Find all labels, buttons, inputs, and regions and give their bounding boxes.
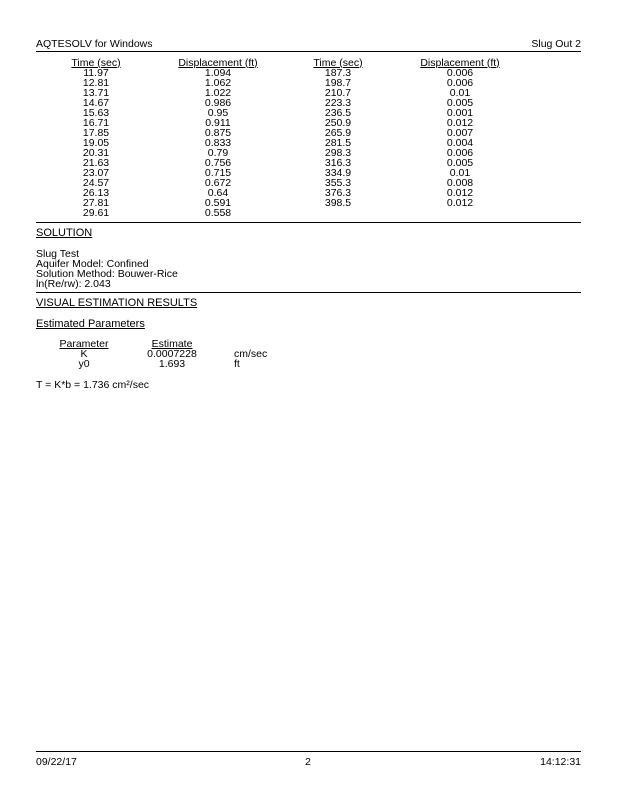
table-cell: 26.13 — [82, 187, 110, 199]
table-cell: 281.5 — [324, 137, 352, 149]
table-row — [36, 208, 524, 218]
column-header: Displacement (ft) — [420, 56, 500, 69]
table-cell: 0.012 — [446, 187, 474, 199]
solution-line: Aquifer Model: Confined — [36, 258, 149, 270]
table-cell: 0.006 — [446, 147, 474, 159]
footer-rule — [36, 751, 581, 752]
solution-details — [36, 249, 178, 289]
solution-line: Solution Method: Bouwer-Rice — [36, 268, 178, 280]
table-cell: 0.008 — [446, 177, 474, 189]
table-cell: 0.875 — [204, 127, 232, 139]
table-cell: 1.094 — [204, 67, 232, 79]
solution-rule — [36, 222, 581, 223]
table-cell: 236.5 — [324, 107, 352, 119]
table-cell: 0.715 — [204, 167, 232, 179]
page-number: 2 — [305, 756, 311, 768]
table-cell: 0.756 — [204, 157, 232, 169]
table-cell: 20.31 — [82, 147, 110, 159]
solution-line: ln(Re/rw): 2.043 — [36, 278, 111, 290]
table-cell: 0.007 — [446, 127, 474, 139]
table-cell: 19.05 — [82, 137, 110, 149]
table-cell: 0.79 — [207, 147, 229, 159]
table-cell: 0.006 — [446, 67, 474, 79]
transmissivity-result: T = K*b = 1.736 cm²/sec — [36, 379, 150, 391]
column-header: Time (sec) — [313, 56, 363, 69]
table-cell: 27.81 — [82, 197, 110, 209]
table-cell: 14.67 — [82, 97, 110, 109]
table-cell: 187.3 — [324, 67, 352, 79]
table-cell: 0.01 — [449, 167, 471, 179]
parameter-column-header: Parameter — [59, 338, 109, 350]
table-cell: 0.64 — [207, 187, 229, 199]
table-cell: 0.006 — [446, 77, 474, 89]
table-cell: 1.062 — [204, 77, 232, 89]
table-cell: 250.9 — [324, 117, 352, 129]
parameter-unit: cm/sec — [234, 348, 268, 360]
table-cell — [280, 208, 396, 218]
table-cell: 0.012 — [446, 197, 474, 209]
table-cell: 13.71 — [82, 87, 110, 99]
table-cell: 223.3 — [324, 97, 352, 109]
table-cell — [396, 208, 524, 218]
app-title: AQTESOLV for Windows — [36, 38, 153, 50]
document-title: Slug Out 2 — [531, 38, 581, 50]
parameter-table — [52, 339, 294, 369]
table-cell: 334.9 — [324, 167, 352, 179]
header-rule — [36, 51, 581, 52]
parameter-estimate: 0.0007228 — [147, 348, 197, 360]
table-cell: 0.01 — [449, 87, 471, 99]
table-cell: 0.911 — [205, 117, 231, 129]
table-cell: 0.005 — [446, 157, 474, 169]
table-cell: 210.7 — [324, 87, 352, 99]
table-cell: 12.81 — [82, 77, 110, 89]
table-cell: 1.022 — [204, 87, 232, 99]
table-cell: 0.012 — [446, 117, 474, 129]
visual-heading: VISUAL ESTIMATION RESULTS — [36, 297, 198, 309]
parameter-unit: ft — [234, 358, 240, 370]
table-cell: 16.71 — [82, 117, 110, 129]
table-cell: 0.001 — [446, 107, 474, 119]
solution-heading: SOLUTION — [36, 227, 93, 239]
footer-time: 14:12:31 — [540, 756, 581, 768]
table-cell: 24.57 — [82, 177, 110, 189]
parameter-row — [52, 359, 294, 369]
data-table — [36, 57, 524, 218]
visual-rule — [36, 292, 581, 293]
table-cell: 398.5 — [324, 197, 352, 209]
table-cell: 0.004 — [446, 137, 474, 149]
table-cell: 0.672 — [204, 177, 232, 189]
parameter-name: y0 — [78, 358, 90, 370]
parameter-name: K — [80, 348, 88, 360]
table-cell: 376.3 — [324, 187, 352, 199]
table-cell: 316.3 — [324, 157, 352, 169]
solution-line: Slug Test — [36, 248, 79, 260]
table-cell: 298.3 — [324, 147, 352, 159]
table-cell: 0.558 — [204, 207, 232, 219]
table-cell: 15.63 — [82, 107, 110, 119]
table-cell: 21.63 — [82, 157, 110, 169]
table-cell: 0.986 — [204, 97, 232, 109]
footer-date: 09/22/17 — [36, 756, 77, 768]
estimate-column-header: Estimate — [151, 338, 193, 350]
table-cell: 0.833 — [204, 137, 232, 149]
table-cell: 198.7 — [324, 77, 352, 89]
table-cell: 29.61 — [82, 207, 110, 219]
parameter-estimate: 1.693 — [158, 358, 186, 370]
table-cell: 355.3 — [324, 177, 352, 189]
table-cell: 11.97 — [83, 67, 109, 79]
column-header: Time (sec) — [71, 56, 121, 69]
column-header: Displacement (ft) — [178, 56, 258, 69]
estimated-parameters-heading: Estimated Parameters — [36, 318, 145, 330]
table-cell: 265.9 — [324, 127, 352, 139]
table-cell: 0.591 — [204, 197, 232, 209]
table-row — [36, 198, 524, 208]
table-cell: 0.005 — [446, 97, 474, 109]
table-cell: 0.95 — [207, 107, 229, 119]
table-cell: 17.85 — [82, 127, 110, 139]
table-cell: 23.07 — [82, 167, 110, 179]
